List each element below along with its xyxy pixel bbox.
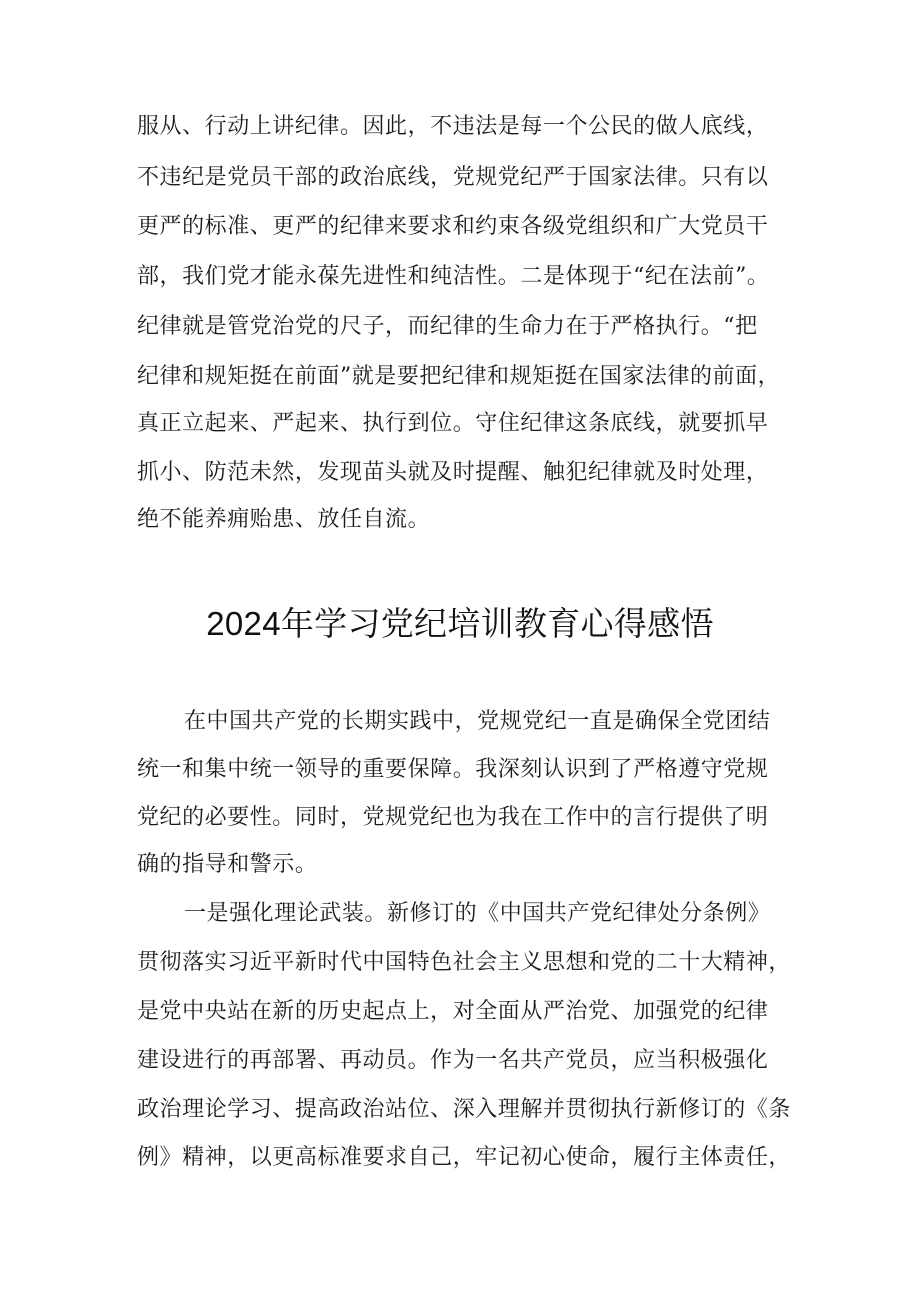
body-text-line: 在中国共产党的长期实践中，党规党纪一直是确保全党团结 <box>184 709 771 734</box>
body-text-line: 党纪的必要性。同时，党规党纪也为我在工作中的言行提供了明 <box>137 805 769 830</box>
body-text-line: 政治理论学习、提高政治站位、深入理解并贯彻执行新修订的《条 <box>137 1097 791 1122</box>
body-text-line: 抓小、防范未然，发现苗头就及时提醒、触犯纪律就及时处理， <box>137 460 769 485</box>
article-title: 2024年学习党纪培训教育心得感悟 <box>206 605 714 642</box>
body-text-line: 服从、行动上讲纪律。因此，不违法是每一个公民的做人底线， <box>137 114 769 139</box>
body-text-line: 建设进行的再部署、再动员。作为一名共产党员，应当积极强化 <box>137 1048 769 1073</box>
body-text-line: 一是强化理论武装。新修订的《中国共产党纪律处分条例》 <box>184 901 771 926</box>
body-text-line: 纪律和规矩挺在前面”就是要把纪律和规矩挺在国家法律的前面， <box>137 364 781 389</box>
body-text-line: 纪律就是管党治党的尺子，而纪律的生命力在于严格执行。“把 <box>137 314 758 339</box>
body-text-line: 不违纪是党员干部的政治底线，党规党纪严于国家法律。只有以 <box>137 165 769 190</box>
body-text-line: 例》精神，以更高标准要求自己，牢记初心使命，履行主体责任， <box>137 1145 791 1170</box>
body-text-line: 确的指导和警示。 <box>137 852 318 877</box>
body-text-line: 是党中央站在新的历史起点上，对全面从严治党、加强党的纪律 <box>137 999 769 1024</box>
body-text-line: 真正立起来、严起来、执行到位。守住纪律这条底线，就要抓早 <box>137 411 769 436</box>
body-text-line: 统一和集中统一领导的重要保障。我深刻认识到了严格遵守党规 <box>137 757 769 782</box>
body-text-line: 绝不能养痈贻患、放任自流。 <box>137 507 431 532</box>
body-text-line: 更严的标准、更严的纪律来要求和约束各级党组织和广大党员干 <box>137 214 769 239</box>
body-text-line: 贯彻落实习近平新时代中国特色社会主义思想和党的二十大精神， <box>137 950 791 975</box>
body-text-line: 部，我们党才能永葆先进性和纯洁性。二是体现于“纪在法前”。 <box>137 264 770 289</box>
